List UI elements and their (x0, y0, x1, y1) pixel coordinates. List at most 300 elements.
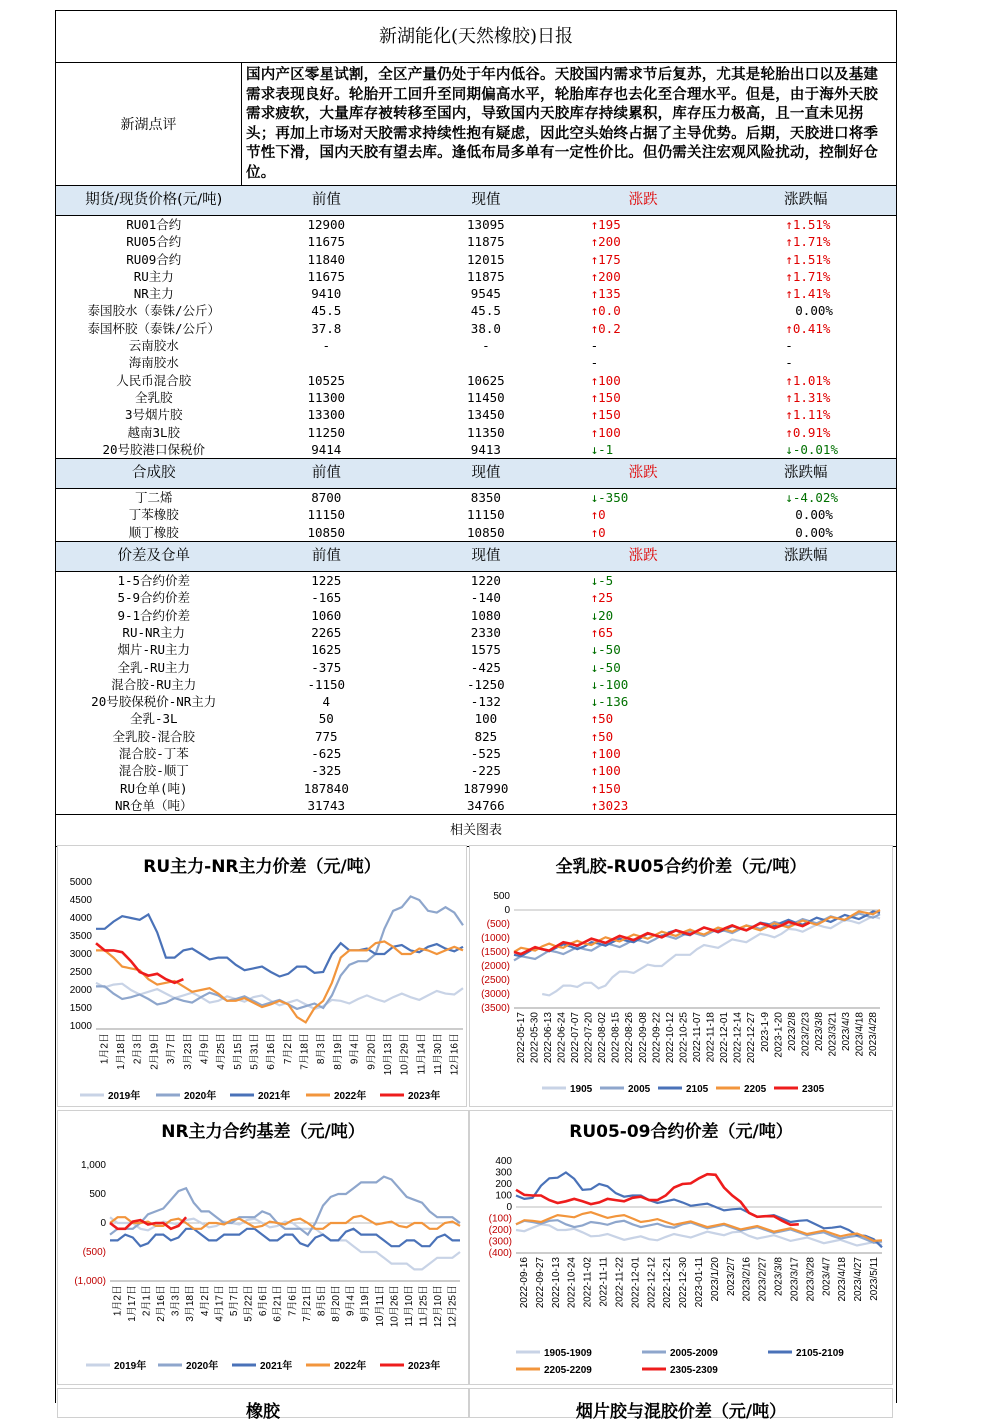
row-cur: 11875 (467, 268, 505, 284)
row-name: 丁二烯 (134, 490, 173, 506)
row-name: 混合胶-丁苯 (118, 746, 189, 762)
row-change (571, 233, 716, 250)
row-cur: 1575 (470, 642, 501, 658)
x-tick-label: 3月7日 (166, 1033, 178, 1065)
x-tick-label: 2022-11-11 (598, 1257, 610, 1307)
row-pct-value: - (785, 338, 793, 354)
x-tick-label: 2022-08-15 (610, 1012, 622, 1064)
row-prev: -325 (311, 763, 342, 779)
row-pct (715, 762, 896, 779)
x-tick-label: 10月11日 (374, 1285, 386, 1327)
header-cell: 涨跌幅 (783, 465, 828, 482)
x-tick-label: 2022-08-26 (624, 1012, 636, 1064)
row-pct-value: 1.71% (792, 234, 831, 250)
row-change (571, 693, 716, 710)
row-cur: 9413 (470, 441, 501, 457)
row-cur: 9545 (470, 286, 501, 302)
row-prev (251, 354, 401, 371)
row-name: 全乳胶 (134, 389, 173, 405)
row-pct-value: 1.51% (792, 251, 831, 267)
x-tick-label: 2月16日 (156, 1285, 168, 1322)
y-tick-label: 500 (493, 891, 510, 902)
header-cell: 涨跌幅 (783, 192, 828, 208)
row-name: 云南胶水 (128, 338, 179, 354)
row-prev: 11250 (307, 424, 346, 440)
header-cell: 涨跌 (628, 192, 658, 208)
y-tick-label: 5000 (69, 877, 92, 888)
x-tick-label: 2023/4/28 (868, 1012, 880, 1057)
chart-title: 烟片胶与混胶价差（元/吨） (575, 1402, 787, 1422)
x-tick-label: 6月6日 (258, 1285, 270, 1317)
x-tick-label: 2022-09-27 (534, 1257, 546, 1309)
x-tick-label: 2023/2/23 (800, 1012, 812, 1057)
row-change-value: 50 (598, 728, 614, 744)
x-tick-label: 10月29日 (399, 1033, 411, 1076)
row-name: 混合胶-RU主力 (111, 676, 197, 692)
row-cur: 45.5 (470, 303, 501, 319)
series-line (516, 1173, 882, 1248)
x-tick-label: 1月2日 (112, 1285, 124, 1317)
row-change-value: 65 (598, 624, 614, 640)
series-line (96, 983, 463, 1009)
x-tick-label: 10月26日 (389, 1285, 401, 1328)
row-change-value: -1 (598, 441, 614, 457)
table-row (56, 251, 896, 268)
arrow-down-icon: ↓ (590, 573, 599, 589)
row-change-value: 100 (598, 746, 621, 762)
row-name: 9-1合约价差 (117, 607, 191, 623)
row-pct-value: 0.91% (792, 424, 831, 440)
row-name: 全乳-3L (129, 711, 178, 727)
row-pct-value: 0.00% (795, 303, 833, 319)
table-row (56, 659, 896, 676)
row-cur: 1080 (470, 607, 501, 623)
row-change-value: - (590, 338, 599, 354)
table-row (56, 693, 896, 710)
legend-label: 2021年 (258, 1091, 291, 1102)
x-tick-label: 6月16日 (266, 1033, 278, 1070)
row-change-value: -5 (598, 573, 614, 589)
arrow-up-icon: ↑ (590, 424, 599, 440)
x-tick-label: 2022-12-30 (678, 1257, 690, 1309)
row-pct-value: 1.31% (792, 389, 831, 405)
synthetic-table-header (56, 459, 896, 489)
row-change (571, 489, 716, 506)
row-name: RU09合约 (126, 251, 182, 267)
header-cell: 现值 (471, 465, 501, 482)
x-tick-label: 2023-01-11 (694, 1257, 705, 1308)
row-pct-value: - (785, 355, 793, 371)
chart-title: 全乳胶-RU05合约价差（元/吨） (555, 857, 807, 877)
row-name: RU05合约 (126, 234, 182, 250)
row-name: 泰国胶水（泰铢/公斤） (87, 303, 220, 319)
chart-title: 橡胶 (246, 1402, 280, 1422)
arrow-up-icon: ↑ (590, 507, 599, 523)
chart-nr-basis-plot (58, 1111, 470, 1386)
arrow-up-icon: ↑ (590, 524, 599, 540)
table-row (56, 337, 896, 354)
x-tick-label: 2023/4/3 (841, 1012, 853, 1051)
arrow-up-icon: ↑ (785, 372, 793, 388)
chart-ru-nr-spread (57, 845, 467, 1107)
row-pct (715, 728, 896, 745)
table-row (56, 641, 896, 658)
row-cur: 11450 (467, 389, 505, 405)
header-cell: 价差及仓单 (117, 548, 191, 565)
chart-whole-milk-ru05-spread-plot (470, 846, 894, 1108)
row-change-value: 150 (598, 389, 621, 405)
x-tick-label: 2022-08-02 (597, 1012, 609, 1064)
row-change (571, 762, 716, 779)
x-tick-label: 2023/2/16 (741, 1257, 753, 1302)
x-tick-label: 2022-05-17 (515, 1012, 527, 1064)
row-pct (715, 424, 896, 441)
arrow-up-icon: ↑ (785, 234, 793, 250)
row-pct (715, 337, 896, 354)
x-tick-label: 2022-12-12 (646, 1257, 658, 1309)
row-pct (715, 216, 896, 233)
x-tick-label: 2023/4/18 (837, 1257, 849, 1302)
x-tick-label: 7月21日 (301, 1285, 313, 1322)
row-change (571, 745, 716, 762)
row-pct (715, 710, 896, 727)
row-change-value: 20 (598, 607, 614, 623)
header-cell: 期货/现货价格(元/吨) (85, 192, 223, 208)
row-name: 全乳胶-混合胶 (112, 728, 195, 744)
row-prev: 11675 (307, 268, 346, 284)
legend-label: 2105-2109 (796, 1348, 844, 1359)
row-pct-value: -0.01% (792, 441, 838, 457)
arrow-up-icon: ↑ (590, 268, 599, 284)
y-tick-label: 300 (495, 1167, 512, 1179)
x-tick-label: 2022-11-18 (705, 1012, 717, 1063)
row-prev: 45.5 (311, 303, 342, 319)
row-name: 人民币混合胶 (116, 372, 192, 388)
header-cell: 前值 (311, 192, 341, 208)
y-tick-label: 1000 (69, 1021, 92, 1032)
row-change (571, 320, 716, 337)
chart-legend (80, 1089, 440, 1102)
x-tick-label: 2023/4/27 (853, 1257, 865, 1302)
row-pct (715, 251, 896, 268)
arrow-up-icon: ↑ (785, 268, 793, 284)
table-row (56, 524, 896, 541)
y-tick-label: (1000) (481, 933, 510, 944)
x-tick-label: 1月17日 (126, 1285, 138, 1322)
legend-label: 2305 (802, 1084, 825, 1095)
chart-partial-left (57, 1388, 469, 1422)
row-cur: 10850 (467, 524, 505, 540)
arrow-up-icon: ↑ (590, 590, 599, 606)
chart-legend (516, 1348, 844, 1376)
header-cell: 前值 (311, 548, 341, 565)
table-row (56, 285, 896, 302)
row-change-value: 200 (598, 234, 621, 250)
x-tick-label: 2023/5/11 (869, 1257, 881, 1301)
x-tick-label: 2022-09-16 (518, 1257, 530, 1309)
row-name: 泰国杯胶（泰铢/公斤） (87, 320, 220, 336)
table-row (56, 797, 896, 814)
arrow-up-icon: ↑ (590, 728, 599, 744)
arrow-up-icon: ↑ (590, 372, 599, 388)
row-cur: 13450 (467, 407, 505, 423)
row-prev: -625 (311, 746, 342, 762)
series-line (542, 916, 880, 995)
row-pct (715, 589, 896, 606)
arrow-up-icon: ↑ (590, 217, 599, 232)
row-name: RU-NR主力 (122, 624, 186, 640)
arrow-up-icon: ↑ (590, 780, 599, 796)
price-table-body (56, 216, 896, 458)
x-tick-label: 2022-10-12 (664, 1012, 676, 1064)
comment-label: 新湖点评 (120, 117, 177, 133)
row-name: NR仓单（吨） (114, 797, 193, 813)
row-change (571, 302, 716, 319)
arrow-up-icon: ↑ (590, 407, 599, 423)
x-tick-label: 5月7日 (228, 1285, 240, 1317)
row-change (571, 285, 716, 302)
x-tick-label: 2月1日 (141, 1285, 153, 1317)
row-change-value: 195 (598, 217, 621, 232)
row-change-value: 175 (598, 251, 621, 267)
row-change-value: 150 (598, 407, 621, 423)
row-name: 20号胶港口保税价 (102, 441, 206, 457)
row-change (571, 424, 716, 441)
row-cur: 13095 (467, 217, 505, 232)
row-name: 越南3L胶 (127, 424, 181, 440)
row-change (571, 337, 716, 354)
row-pct (715, 489, 896, 506)
row-pct-value: -4.02% (792, 490, 838, 506)
row-prev: 13300 (307, 407, 346, 423)
row-name: 3号烟片胶 (124, 407, 183, 423)
arrow-down-icon: ↓ (785, 441, 793, 457)
row-pct (715, 406, 896, 423)
x-tick-label: 4月9日 (199, 1033, 211, 1065)
row-change-value: 100 (598, 763, 621, 779)
legend-label: 2022年 (334, 1091, 367, 1102)
table-row (56, 354, 896, 371)
row-pct-value: 0.00% (795, 524, 833, 540)
row-pct (715, 372, 896, 389)
x-tick-label: 11月25日 (418, 1285, 430, 1327)
row-change (571, 589, 716, 606)
row-prev: 11675 (307, 234, 346, 250)
row-prev: 50 (318, 711, 334, 727)
row-name: 20号胶保税价-NR主力 (91, 694, 217, 710)
x-tick-label: 2022-12-14 (732, 1012, 744, 1064)
y-tick-label: (200) (488, 1225, 512, 1236)
row-cur: 1220 (470, 573, 501, 589)
x-tick-label: 6月21日 (272, 1285, 284, 1322)
table-row (56, 506, 896, 523)
x-tick-label: 4月2日 (199, 1285, 211, 1317)
arrow-up-icon: ↑ (785, 407, 793, 423)
legend-label: 2305-2309 (670, 1365, 718, 1376)
x-tick-label: 2023-1-20 (773, 1012, 785, 1058)
row-cur: 11875 (467, 234, 505, 250)
row-prev: 775 (314, 728, 338, 744)
arrow-up-icon: ↑ (785, 389, 793, 405)
x-tick-label: 4月17日 (214, 1285, 226, 1322)
x-tick-label: 2023/1/20 (709, 1257, 721, 1302)
row-pct (715, 233, 896, 250)
row-prev: 2265 (311, 624, 342, 640)
row-change (571, 659, 716, 676)
x-tick-label: 7月18日 (299, 1033, 311, 1070)
row-prev: 10525 (307, 372, 346, 388)
row-pct (715, 659, 896, 676)
y-tick-label: 0 (504, 905, 510, 916)
table-row (56, 762, 896, 779)
related-charts-label: 相关图表 (56, 815, 896, 847)
x-tick-label: 8月20日 (331, 1285, 343, 1322)
row-change-value: 135 (598, 286, 621, 302)
chart-whole-milk-ru05-spread (469, 845, 893, 1107)
series-line (110, 1229, 460, 1246)
x-tick-label: 12月16日 (449, 1033, 461, 1076)
legend-label: 2205-2209 (544, 1365, 592, 1376)
y-tick-label: 1500 (69, 1003, 92, 1014)
x-tick-label: 2022-11-02 (582, 1257, 594, 1308)
y-tick-label: 100 (495, 1190, 512, 1202)
x-tick-label: 2022-12-01 (719, 1012, 731, 1064)
row-name: 混合胶-顺丁 (118, 763, 189, 779)
y-tick-label: (3500) (481, 1003, 510, 1014)
x-tick-label: 7月2日 (282, 1033, 294, 1065)
y-tick-label: 3000 (69, 949, 92, 960)
row-change (571, 354, 716, 371)
row-change-value: - (590, 355, 599, 371)
row-cur: -1250 (467, 676, 505, 692)
y-tick-label: 500 (89, 1189, 106, 1200)
row-change-value: 3023 (598, 797, 629, 813)
row-name: 1-5合约价差 (117, 573, 191, 589)
row-prev: 4 (322, 694, 331, 710)
row-prev: 11150 (307, 507, 346, 523)
row-prev: -375 (311, 659, 342, 675)
chart-ru05-09-spread (469, 1110, 893, 1385)
row-pct (715, 572, 896, 589)
x-tick-label: 2022-10-13 (550, 1257, 562, 1309)
row-prev: 12900 (307, 217, 346, 232)
table-row (56, 441, 896, 458)
row-change (571, 676, 716, 693)
row-change (571, 216, 716, 233)
row-pct (715, 441, 896, 458)
spread-table-header (56, 542, 896, 572)
row-cur: 12015 (467, 251, 505, 267)
y-tick-label: 4000 (69, 913, 92, 924)
legend-label: 2205 (744, 1084, 767, 1095)
header-cell: 前值 (311, 465, 341, 482)
header-cell: 涨跌 (628, 548, 658, 565)
y-tick-label: (100) (488, 1213, 512, 1225)
row-cur: 11350 (467, 424, 505, 440)
x-tick-label: 2022-12-01 (630, 1257, 642, 1309)
x-tick-label: 2023/3/8 (814, 1012, 825, 1051)
x-tick-label: 9月19日 (360, 1285, 372, 1322)
synthetic-table (56, 459, 896, 542)
report-title: 新湖能化(天然橡胶)日报 (56, 11, 896, 63)
x-tick-label: 5月15日 (232, 1033, 244, 1070)
arrow-up-icon: ↑ (785, 217, 793, 232)
row-pct (715, 676, 896, 693)
arrow-up-icon: ↑ (590, 389, 599, 405)
row-pct-value: 0.00% (795, 507, 833, 523)
y-tick-label: (2500) (481, 975, 510, 986)
table-row (56, 320, 896, 337)
row-pct (715, 354, 896, 371)
series-line (96, 914, 463, 976)
row-cur: -425 (470, 659, 501, 675)
arrow-up-icon: ↑ (785, 251, 793, 267)
arrow-down-icon: ↓ (590, 642, 599, 658)
table-row (56, 728, 896, 745)
row-pct-value: 1.41% (792, 286, 831, 302)
table-row (56, 489, 896, 506)
row-pct (715, 320, 896, 337)
table-row (56, 389, 896, 406)
row-pct (715, 745, 896, 762)
chart-partial-right (469, 1388, 893, 1422)
row-prev: 11300 (307, 389, 346, 405)
arrow-up-icon: ↑ (590, 320, 599, 336)
arrow-up-icon: ↑ (590, 624, 599, 640)
row-prev: 187840 (303, 780, 349, 796)
y-tick-label: (300) (488, 1236, 512, 1248)
row-pct (715, 624, 896, 641)
row-prev: 1060 (311, 607, 342, 623)
x-tick-label: 12月10日 (433, 1285, 445, 1328)
row-change-value: 25 (598, 590, 614, 606)
arrow-up-icon: ↑ (785, 320, 793, 336)
x-tick-label: 2022-06-24 (556, 1012, 568, 1064)
x-tick-label: 5月31日 (249, 1033, 261, 1070)
table-row (56, 372, 896, 389)
x-tick-label: 2022-05-30 (529, 1012, 541, 1064)
row-cur: 2330 (470, 624, 501, 640)
row-name: 烟片-RU主力 (117, 642, 191, 658)
x-tick-label: 2022-11-22 (614, 1257, 626, 1308)
table-row (56, 216, 896, 233)
row-pct (715, 506, 896, 523)
row-change-value: 0.0 (598, 303, 621, 319)
row-change-value: -50 (598, 659, 621, 675)
chart-title: RU主力-NR主力价差（元/吨） (143, 857, 381, 877)
row-pct (715, 302, 896, 319)
row-change (571, 780, 716, 797)
table-row (56, 302, 896, 319)
arrow-down-icon: ↓ (590, 676, 599, 692)
row-name: 海南胶水 (128, 355, 179, 371)
x-tick-label: 2023/2/8 (786, 1012, 798, 1051)
legend-label: 1905 (570, 1084, 593, 1095)
series-line (96, 943, 183, 983)
series-line (516, 1174, 799, 1225)
row-name: 5-9合约价差 (117, 590, 191, 606)
row-prev: 31743 (307, 797, 346, 813)
row-pct (715, 780, 896, 797)
row-change (571, 641, 716, 658)
row-prev: 1625 (311, 642, 342, 658)
arrow-down-icon: ↓ (590, 607, 599, 623)
table-row (56, 745, 896, 762)
arrow-up-icon: ↑ (590, 303, 599, 319)
x-tick-label: 2023/2/27 (757, 1257, 769, 1302)
row-prev: 8700 (311, 490, 342, 506)
y-tick-label: (500) (486, 919, 510, 930)
